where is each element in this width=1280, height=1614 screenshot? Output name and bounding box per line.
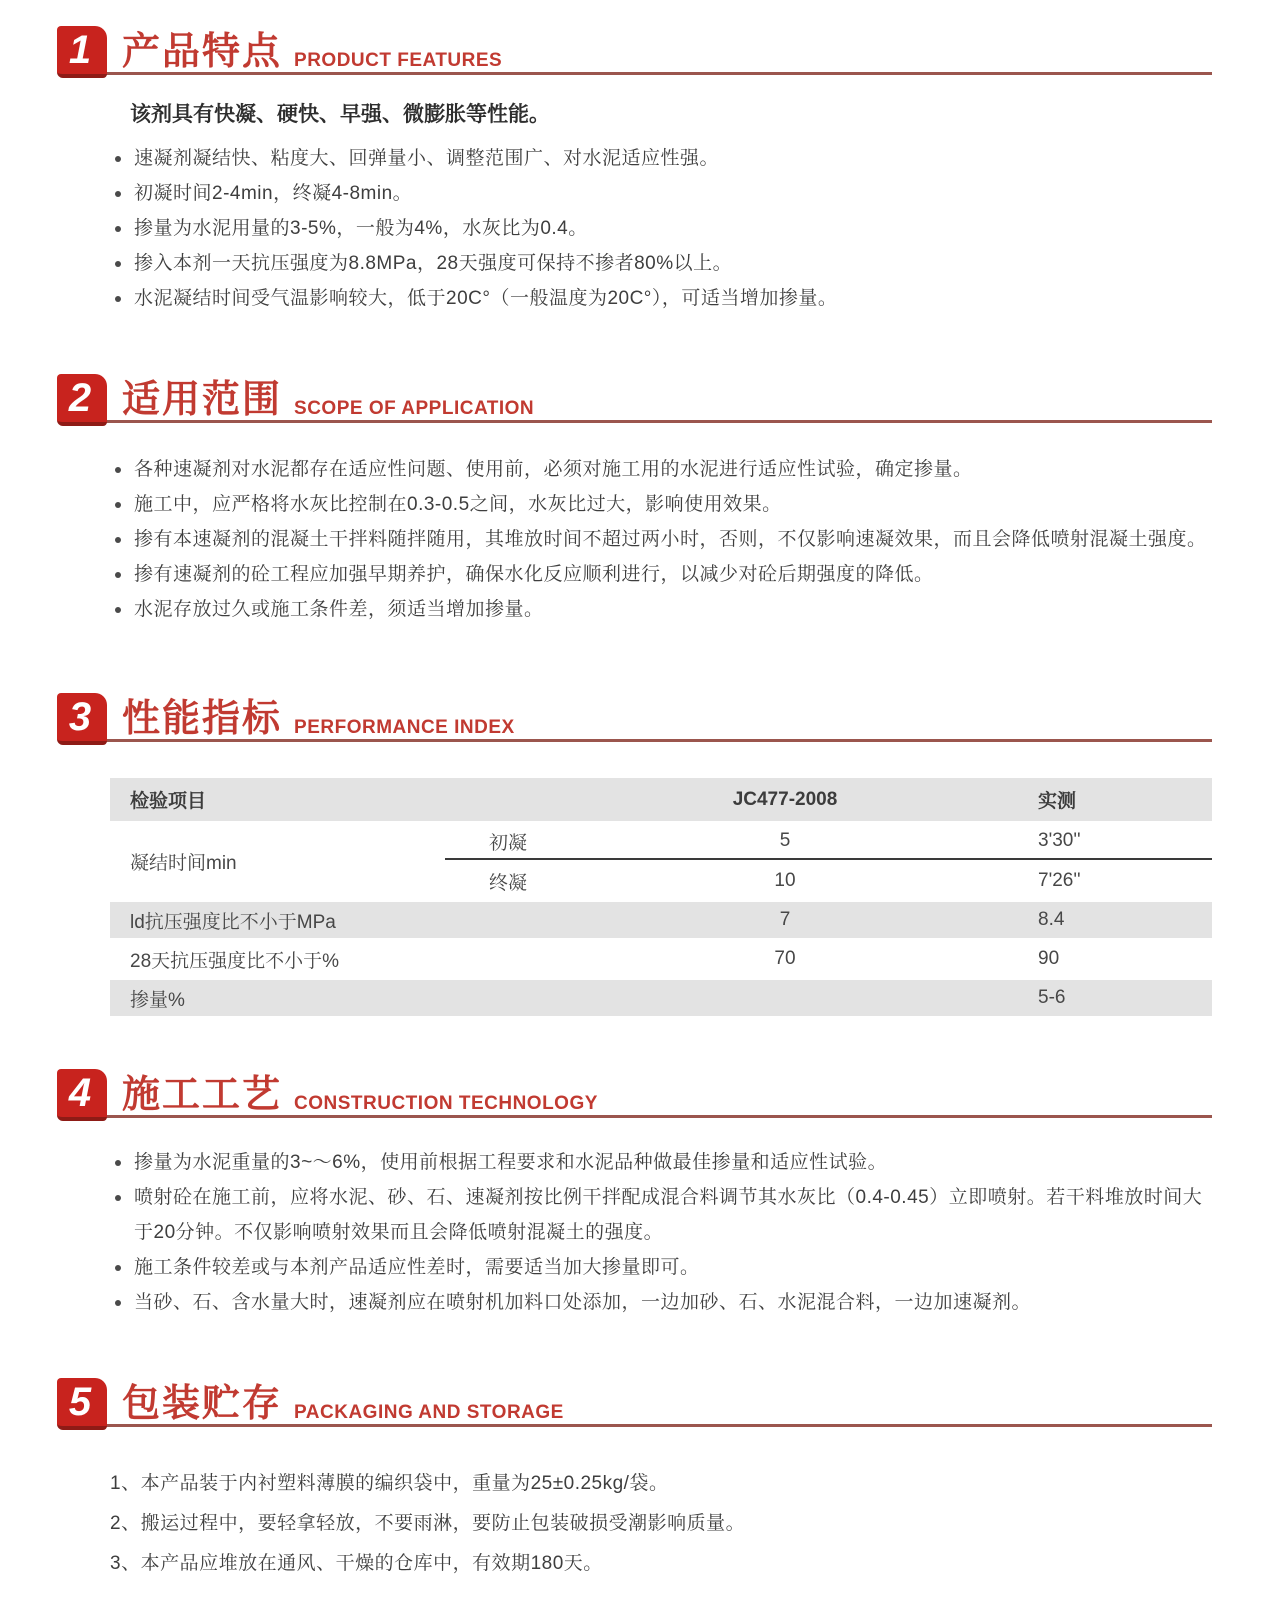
section-title-en: SCOPE OF APPLICATION [294, 398, 535, 419]
bullet-icon [115, 156, 121, 162]
list-item-text: 2、搬运过程中，要轻拿轻放，不要雨淋，要防止包装破损受潮影响质量。 [110, 1513, 746, 1534]
section-title-en: PACKAGING AND STORAGE [294, 1402, 564, 1423]
section-number: 2 [68, 375, 92, 420]
cell-dosage-measured: 5-6 [960, 980, 1212, 1016]
list-item-text: 水泥存放过久或施工条件差，须适当增加掺量。 [134, 599, 544, 620]
section-1-titles [107, 26, 502, 82]
section-number: 3 [68, 694, 92, 739]
cell-dosage-jc [610, 980, 960, 1016]
section-5-number-badge [57, 1378, 107, 1430]
bullet-icon [115, 261, 121, 267]
section-title-zh: 包装贮存 [122, 1383, 283, 1425]
list-item-text: 掺入本剂一天抗压强度为8.8MPa，28天强度可保持不掺者80%以上。 [134, 253, 733, 274]
section-title-en: PERFORMANCE INDEX [294, 717, 515, 738]
list-item [115, 557, 1212, 592]
list-item-text: 初凝时间2-4min，终凝4-8min。 [134, 183, 413, 204]
section-2-titles [107, 374, 534, 430]
scope-of-application-list [57, 452, 1212, 627]
col-header-jc477-2008: JC477-2008 [610, 778, 960, 821]
section-4-number-badge [57, 1069, 107, 1121]
bullet-icon [115, 296, 121, 302]
section-title-zh: 产品特点 [122, 31, 283, 73]
list-item-text: 3、本产品应堆放在通风、干燥的仓库中，有效期180天。 [110, 1553, 603, 1574]
list-item [115, 452, 1212, 487]
list-item-text: 施工中，应严格将水灰比控制在0.3-0.5之间，水灰比过大，影响使用效果。 [134, 494, 782, 515]
list-item [110, 1504, 1212, 1544]
cell-final-set-label: 终凝 [489, 872, 528, 894]
list-item-text: 施工条件较差或与本剂产品适应性差时，需要适当加大掺量即可。 [134, 1257, 700, 1278]
section-1-header [57, 26, 1212, 82]
bullet-icon [115, 572, 121, 578]
performance-index-table [110, 775, 1212, 1019]
table-row [110, 902, 1212, 938]
list-item [110, 1544, 1212, 1584]
cell-initial-set-measured: 3'30'' [960, 824, 1212, 860]
list-item [115, 1250, 1212, 1285]
list-item [110, 1464, 1212, 1504]
cell-setting-time-label: 凝结时间min [130, 853, 237, 874]
cell-1d-strength-measured: 8.4 [960, 902, 1212, 938]
list-item-text: 掺量为水泥重量的3~～6%，使用前根据工程要求和水泥品种做最佳掺量和适应性试验。 [134, 1152, 888, 1173]
table-header-row [110, 778, 1212, 821]
section-3-header [57, 693, 1212, 749]
list-item [115, 141, 1212, 176]
cell-28d-strength-jc: 70 [774, 948, 796, 969]
bullet-icon [115, 1265, 121, 1271]
cell-initial-set-label: 初凝 [445, 824, 610, 860]
col-header-item: 检验项目 [110, 778, 610, 821]
bullet-icon [115, 191, 121, 197]
section-4-titles [107, 1069, 598, 1125]
section-title-zh: 适用范围 [122, 379, 283, 421]
bullet-icon [115, 537, 121, 543]
list-item-text: 水泥凝结时间受气温影响较大，低于20C°（一般温度为20C°），可适当增加掺量。 [134, 288, 838, 309]
cell-final-set-jc: 10 [774, 870, 796, 891]
product-features-intro: 该剂具有快凝、硬快、早强、微膨胀等性能。 [130, 103, 550, 126]
table-row [110, 941, 1212, 977]
list-item [115, 1180, 1212, 1250]
list-item [115, 592, 1212, 627]
section-1-number-badge [57, 26, 107, 78]
bullet-icon [115, 502, 121, 508]
section-2-header [57, 374, 1212, 430]
list-item-text: 1、本产品装于内衬塑料薄膜的编织袋中，重量为25±0.25kg/袋。 [110, 1473, 669, 1494]
cell-final-set-measured: 7'26'' [1038, 870, 1081, 891]
section-title-en: CONSTRUCTION TECHNOLOGY [294, 1093, 598, 1114]
section-2-number-badge [57, 374, 107, 426]
cell-28d-strength-label: 28天抗压强度比不小于% [130, 950, 340, 972]
section-5-titles [107, 1378, 564, 1434]
list-item [115, 487, 1212, 522]
product-features-list [57, 141, 1212, 316]
section-number: 1 [68, 27, 92, 72]
bullet-icon [115, 1300, 121, 1306]
list-item [115, 522, 1212, 557]
section-number: 4 [68, 1070, 92, 1115]
bullet-icon [115, 226, 121, 232]
cell-1d-strength-label: ld抗压强度比不小于MPa [110, 902, 610, 938]
cell-1d-strength-jc: 7 [610, 902, 960, 938]
list-item-text: 喷射砼在施工前，应将水泥、砂、石、速凝剂按比例干拌配成混合料调节其水灰比（0.4-0.45）立即喷射。若干料堆放时间大于20分钟。不仅影响喷射效果而且会降低喷射混凝土的强度。 [134, 1187, 1203, 1243]
list-item-text: 各种速凝剂对水泥都存在适应性问题、使用前，必须对施工用的水泥进行适应性试验，确定掺量。 [134, 459, 973, 480]
section-4-header [57, 1069, 1212, 1125]
col-header-measured: 实测 [960, 778, 1212, 821]
list-item-text: 速凝剂凝结快、粘度大、回弹量小、调整范围广、对水泥适应性强。 [134, 148, 720, 169]
table-row [110, 980, 1212, 1016]
section-title-zh: 性能指标 [122, 698, 283, 740]
section-3-number-badge [57, 693, 107, 745]
section-5-header [57, 1378, 1212, 1434]
list-item [115, 1145, 1212, 1180]
bullet-icon [115, 1160, 121, 1166]
section-3-titles [107, 693, 515, 749]
list-item-text: 掺有速凝剂的砼工程应加强早期养护，确保水化反应顺利进行，以减少对砼后期强度的降低。 [134, 564, 934, 585]
cell-initial-set-jc: 5 [610, 824, 960, 860]
list-item-text: 掺有本速凝剂的混凝土干拌料随拌随用，其堆放时间不超过两小时，否则，不仅影响速凝效果，而且会降低喷射混凝土强度。 [134, 529, 1207, 550]
construction-technology-list [57, 1145, 1212, 1320]
packaging-storage-list [57, 1464, 1212, 1584]
list-item-text: 掺量为水泥用量的3-5%，一般为4%，水灰比为0.4。 [134, 218, 588, 239]
list-item [115, 1285, 1212, 1320]
section-title-zh: 施工工艺 [122, 1074, 283, 1116]
bullet-icon [115, 467, 121, 473]
list-item [115, 281, 1212, 316]
bullet-icon [115, 1195, 121, 1201]
list-item [115, 176, 1212, 211]
section-title-en: PRODUCT FEATURES [294, 50, 503, 71]
cell-28d-strength-measured: 90 [1038, 948, 1060, 969]
list-item-text: 当砂、石、含水量大时，速凝剂应在喷射机加料口处添加，一边加砂、石、水泥混合料，一边加速凝剂。 [134, 1292, 1032, 1313]
bullet-icon [115, 607, 121, 613]
table-row [110, 824, 1212, 860]
list-item [115, 246, 1212, 281]
section-number: 5 [68, 1379, 92, 1424]
list-item [115, 211, 1212, 246]
cell-dosage-label: 掺量% [110, 980, 610, 1016]
